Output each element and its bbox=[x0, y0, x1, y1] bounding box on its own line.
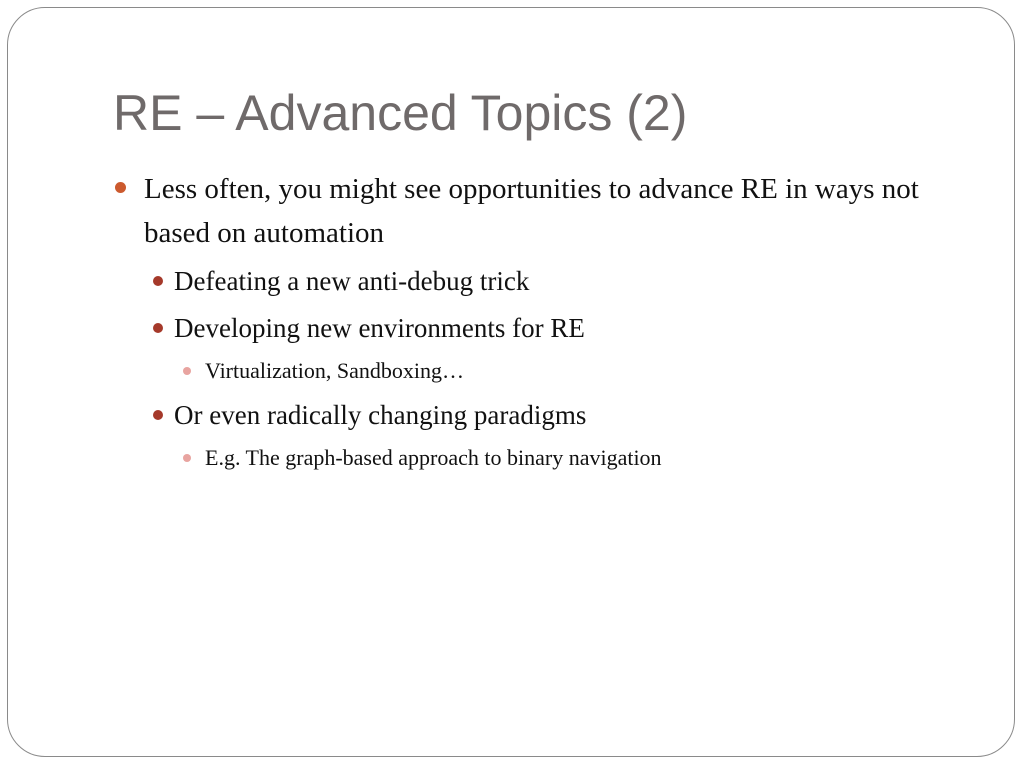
sub-sub-bullet-item bbox=[205, 444, 662, 472]
sub-bullet-dot-icon bbox=[153, 276, 163, 286]
bullet-item bbox=[144, 167, 934, 255]
sub-bullet-text: Defeating a new anti-debug trick bbox=[174, 266, 530, 296]
sub-bullet-dot-icon bbox=[153, 323, 163, 333]
sub-bullet-item bbox=[174, 398, 586, 432]
sub-bullet-item bbox=[174, 264, 529, 298]
sub-sub-bullet-dot-icon bbox=[183, 454, 191, 462]
sub-sub-bullet-item bbox=[205, 357, 464, 385]
sub-bullet-dot-icon bbox=[153, 410, 163, 420]
sub-bullet-item bbox=[174, 311, 585, 345]
sub-bullet-text: Developing new environments for RE bbox=[174, 313, 585, 343]
slide-title: RE – Advanced Topics (2) bbox=[113, 85, 688, 141]
bullet-dot-icon bbox=[115, 182, 126, 193]
sub-sub-bullet-text: E.g. The graph-based approach to binary navigation bbox=[205, 445, 662, 470]
sub-bullet-text: Or even radically changing paradigms bbox=[174, 400, 587, 430]
sub-sub-bullet-text: Virtualization, Sandboxing… bbox=[205, 358, 464, 383]
bullet-text: Less often, you might see opportunities to advance RE in ways not based on automation bbox=[144, 173, 919, 249]
sub-sub-bullet-dot-icon bbox=[183, 367, 191, 375]
